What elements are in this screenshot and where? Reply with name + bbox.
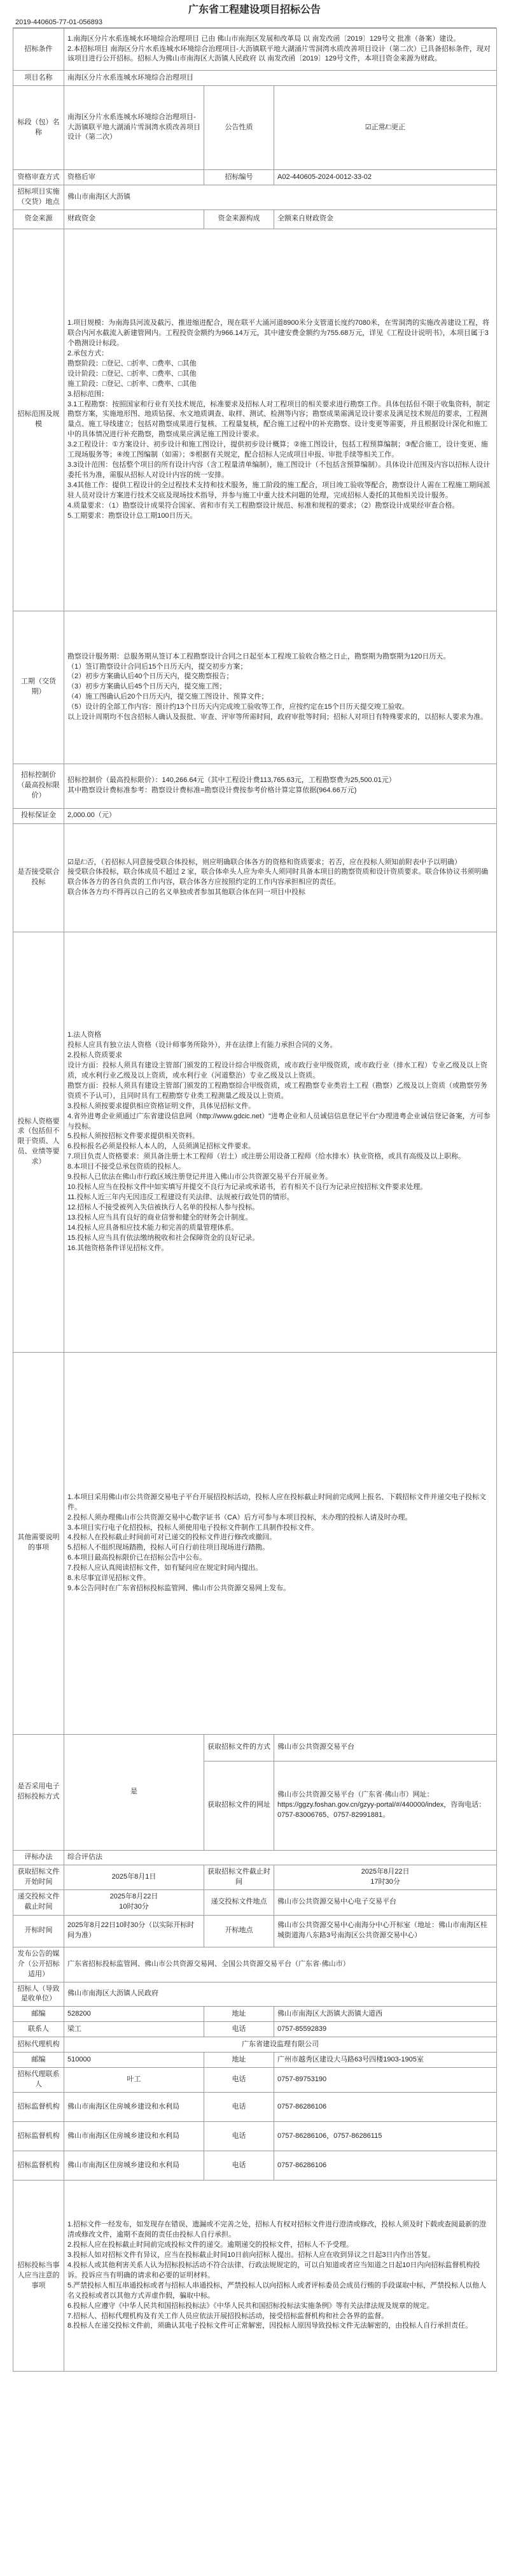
row-supervisor-3 [13,2151,497,2181]
tender-table [13,28,497,2372]
row-deposit [13,808,497,823]
eval-label: 评标办法 [13,1850,64,1865]
control-price-label: 招标控制价（最高投标限价） [13,764,64,808]
project-name-value: 南海区分片水系连城水环境综合治理项目 [64,71,497,86]
acq-method-value: 佛山市公共资源交易平台 [274,1734,497,1761]
row-eproc [13,1734,497,1761]
row-joint [13,823,497,932]
agent-addr-label: 地址 [204,2053,274,2068]
place-label: 招标项目实施（交货）地点 [13,185,64,210]
eproc-value: 是 [64,1734,204,1850]
agent-value: 广东省建设监理有限公司 [64,2037,497,2053]
page-title: 广东省工程建设项目招标公告 [188,4,321,15]
period-label: 工期（交货期） [13,611,64,764]
joint-value: ☑是/□否，（若招标人同意接受联合体投标，则应明确联合体各方的资格和资质要求；若否，应在投标人须知前附表中予以明确） 接受联合体投标，联合体成员不超过 2 家，联合体牵头人应为牵头人须同时具备本项目的勘察资质和设计资质要求。联合体协议书须明确联合体各方的各自负责的工作内容，联合体各方应按照约定的工作内容承担相应的责任。 联合体各方均不得再以自己的名义单独或者参加其他联合体在同一项目中投标 [64,823,497,932]
acq-time-value: 2025年8月1日 [64,1865,204,1889]
addr-value: 佛山市南海区大沥镇大沥镇大道西 [274,2007,497,2022]
row-tenderer [13,1982,497,2007]
open-time-value: 2025年8月22日10时30分（以实际开标时间为准） [64,1915,204,1947]
deposit-label: 投标保证金 [13,808,64,823]
place-value: 佛山市南海区大沥镇 [64,185,497,210]
agent-contact-value: 叶工 [64,2068,204,2093]
fund-impl-label: 资金来源构成 [204,210,274,229]
agent-zip-value: 510000 [64,2053,204,2068]
row-control-price [13,764,497,808]
approval-label: 资格审查方式 [13,170,64,185]
media-value: 广东省招标投标监管网、佛山市公共资源交易网、全国公共资源交易平台（广东省·佛山市） [64,1947,497,1982]
row-tenderer-contact [13,2022,497,2037]
phone-value: 0757-85592839 [274,2022,497,2037]
acq-time-label: 获取招标文件开始时间 [13,1865,64,1889]
supervisor-1-label: 招标监督机构 [13,2093,64,2122]
section-name-value: 南海区分片水系连城水环境综合治理项目-大沥镇联平地大湖涌片雪洞湾水质改善项目设计（第二次） [64,86,204,170]
project-code-value: 2019-440605-77-01-056893 [15,18,103,26]
approval-value: 资格后审 [64,170,204,185]
row-place [13,185,497,210]
notes-value: 1.招标文件一经发布，如发现存在错误、遗漏或不完善之处，招标人有权对招标文件进行澄清或修改，投标人须及时下载或查阅最新的澄清或修改文件，逾期不查阅的责任由投标人自行承担。 2.投标人应在投标截止时间前完成投标文件的递交。逾期递交的投标文件，招标人不予受理。 3.投标人如对招标文件有异议，应当在投标截止时间10日前向招标人提出。招标人应在收到异议之日起3日内作出答复。 4.投标人或其他利害关系人认为招标投标活动不符合法律、行政法规规定的，可以自知道或者应当知道之日起10日内向招标监督机构投诉。投诉应当有明确的请求和必要的证明材料。 5.严禁投标人相互串通投标或者与招标人串通投标，严禁投标人以向招标人或者评标委员会成员行贿的手段谋取中标，严禁投标人以他人名义投标或者以其他方式弄虚作假，骗取中标。 6.投标人应遵守《中华人民共和国招标投标法》《中华人民共和国招标投标法实施条例》等有关法律法规及规章的规定。 7.招标人、招标代理机构及有关工作人员应依法开展招投标活动，接受招标监督机构和社会各界的监督。 8.投标人在递交投标文件前，须确认其电子投标文件可正常解密，因投标人原因导致投标文件无法解密的，由投标人自行承担责任。 [64,2181,497,2372]
invite-label: 招标条件 [13,29,64,71]
row-agent-zip [13,2053,497,2068]
open-place-value: 佛山市公共资源交易中心南海分中心开标室（地址：佛山市南海区桂城街道海八东路3号南海区公共资源交易中心） [274,1915,497,1947]
acq-method-label: 获取招标文件的方式 [204,1734,274,1761]
supervisor-2-label: 招标监督机构 [13,2122,64,2151]
site-value: 佛山市公共资源交易平台（广东省·佛山市）网址：https://ggzy.foshan.gov.cn/gzyy-portal/#/440000/index，咨询电话：0757-83006765、0757-82991881。 [274,1761,497,1850]
row-fund [13,210,497,229]
media-label: 发布公告的媒介（公开招标适用） [13,1947,64,1982]
row-period [13,611,497,764]
submit-end-label: 递交投标文件截止时间 [13,1889,64,1915]
eproc-label: 是否采用电子招标投标方式 [13,1734,64,1850]
supervisor-2-phone-label: 电话 [204,2122,274,2151]
control-price-value: 招标控制价（最高投标限价）：140,266.64元（其中工程设计费113,765.63元，工程勘察费为25,500.01元） 其中勘察设计费标准参考：勘察设计费标准=勘察设计费按参考价格计算定算依据(964.66万元) [64,764,497,808]
scope-value: 1.项目规模：为南海县河流及截污、推进缩进配合，现在联平大涌河道8900米分支管道长度约7080米，在雪洞湾的实施改善建设工程，将联合内河水截流入新建管网内。工程投资金额约为966.14万元，其中建安费金额约为755.68万元，详见《工程设计说明书》，本项目属于3个勘测设计标段。 2.承包方式： 勘察阶段：□登记、□折率、□费率、□其他 设计阶段：□登记、□折率、□费率、□其他 施工阶段：□登记、□折率、□费率、□其他 3.招标范围： 3.1工程勘察：按照国家和行业有关技术规范，标准要求及招标人对工程项目的相关要求进行勘察工作。具体包括但不限于收集资料，制定勘察方案，实施地形图、地质钻探、水文地质调查、取样、测试、检测等内容；勘察成果需满足设计要求及满足技术规范的要求，工程测量点、施工导线建立；包括对勘察成果进行复核、工程量复核，配合施工过程中的补充勘察、设计变更等需要，并且根据设计深化和施工中的具体情况进行补充勘察，勘察成果应满足施工图设计要求。 3.2工程设计：①方案设计、初步设计和施工图设计，提供初步设计概算；②施工图设计，包括工程预算编制；③配合施工，设计变更、施工现场服务等；④竣工图编制（如需）；⑤根据有关规定，配合招标人完成项目申报、审批手续等相关工作。 3.3设计范围：包括整个项目的所有设计内容（含工程量清单编制），施工图设计（不包括含预算编制）。具体设计范围及内容以招标人设计委托书为准，需服从招标人对设计内容的统一安排。 3.4其他工作：提供工程设计的全过程技术支持和技术服务，施工阶段的施工配合，项目竣工验收等配合，勘察设计人需在工程施工期间派驻人员对设计方案进行技术交底及现场技术指导，并参与施工中重大技术问题的处理，完成招标人委托的其他相关设计服务。 4.质量要求：（1）勘察设计成果符合国家、省和市有关工程勘察设计规范、标准和规程的要求；（2）勘察设计成果经审查合格。 5.工期要求：勘察设计总工期100日历天。 [64,229,497,611]
acq-end-value: 2025年8月22日 17时30分 [274,1865,497,1889]
agent-zip-label: 邮编 [13,2053,64,2068]
supervisor-3-phone-value: 0757-86286106 [274,2151,497,2181]
zip-label: 邮编 [13,2007,64,2022]
supervisor-1-phone-value: 0757-86286106 [274,2093,497,2122]
row-agent-contact [13,2068,497,2093]
row-bid-code [13,170,497,185]
invite-value: 1.南海区分片水系连城水环境综合治理项目 已由 佛山市南海区发展和改革局 以 南发改函〔2019〕129号文 批准（备案）建设。 2.本招标项目 南海区分片水系连城水环境综合治理项目-大沥镇联平地大湖涌片雪洞湾水质改善项目设计（第二次）已具备招标条件，现对该项目进行公开招标。招标人为佛山市南海区大沥镇人民政府 以 南发改函〔2019〕129号文件，本项目资金来源为财政。 [64,29,497,71]
eval-value: 综合评估法 [64,1850,497,1865]
supervisor-3-phone-label: 电话 [204,2151,274,2181]
row-tenderer-zip [13,2007,497,2022]
addr-label: 地址 [204,2007,274,2022]
open-place-label: 开标地点 [204,1915,274,1947]
row-qualification [13,932,497,1352]
fund-source-value: 财政资金 [64,210,204,229]
row-submit [13,1889,497,1915]
fund-impl-value: 全额来自财政资金 [274,210,497,229]
notes-label: 招标投标当事人应当注意的事项 [13,2181,64,2372]
notice-type-label: 公告性质 [204,86,274,170]
supervisor-2-phone-value: 0757-86286106，0757-86286115 [274,2122,497,2151]
agent-label: 招标代理机构 [13,2037,64,2053]
bid-code-value: A02-440605-2024-0012-33-02 [274,170,497,185]
site-label: 获取招标文件的网址 [204,1761,274,1850]
qualification-label: 投标人资格要求（包括但不限于资质、人员、业绩等要求） [13,932,64,1352]
other-label: 其他需要说明的事项 [13,1352,64,1734]
agent-phone-value: 0757-89753190 [274,2068,497,2093]
zip-value: 528200 [64,2007,204,2022]
supervisor-3-label: 招标监督机构 [13,2151,64,2181]
bid-code-label: 招标编号 [204,170,274,185]
contact-value: 梁工 [64,2022,204,2037]
agent-addr-value: 广州市越秀区建设大马路63号四楼1903-1905室 [274,2053,497,2068]
phone-label: 电话 [204,2022,274,2037]
row-supervisor-2 [13,2122,497,2151]
row-open [13,1915,497,1947]
supervisor-1-value: 佛山市南海区住房城乡建设和水利局 [64,2093,204,2122]
scope-label: 招标范围及规模 [13,229,64,611]
fund-source-label: 资金来源 [13,210,64,229]
row-media [13,1947,497,1982]
row-supervisor-1 [13,2093,497,2122]
deposit-value: 2,000.00（元） [64,808,497,823]
row-other [13,1352,497,1734]
supervisor-3-value: 佛山市南海区住房城乡建设和水利局 [64,2151,204,2181]
notice-type-value: ☑正常/□更正 [274,86,497,170]
tenderer-label: 招标人（导致是收单位） [13,1982,64,2007]
submit-place-value: 佛山市公共资源交易中心电子交易平台 [274,1889,497,1915]
row-notes [13,2181,497,2372]
submit-place-label: 递交投标文件地点 [204,1889,274,1915]
row-section-name [13,86,497,170]
section-name-label: 标段（包）名称 [13,86,64,170]
agent-phone-label: 电话 [204,2068,274,2093]
project-code-row [13,17,496,28]
agent-contact-label: 招标代理联系人 [13,2068,64,2093]
project-name-label: 项目名称 [13,71,64,86]
other-value: 1.本项目采用佛山市公共资源交易电子平台开展招投标活动，投标人应在投标截止时间前完成网上报名、下载招标文件并递交电子投标文件。 2.投标人须办理佛山市公共资源交易中心数字证书（CA）后方可参与本项目投标，未办理的投标人请及时办理。 3.本项目实行电子化招投标，投标人须使用电子投标文件制作工具制作投标文件。 4.投标人在投标截止时间前可对已递交的投标文件进行修改或撤回。 5.招标人不组织现场踏勘，投标人可自行前往项目现场进行踏勘。 6.本项目最高投标限价已在招标公告中公布。 7.投标人应认真阅读招标文件，如有疑问应在规定时间内提出。 8.未尽事宜详见招标文件。 9.本公告同时在广东省招标投标监管网、佛山市公共资源交易网上发布。 [64,1352,497,1734]
joint-label: 是否接受联合投标 [13,823,64,932]
period-value: 勘察设计服务期：总服务期从签订本工程勘察设计合同之日起至本工程竣工验收合格之日止，勘察期为勘察期为120日历天。 （1）签订勘察设计合同后15个日历天内，提交初步方案； （2）初步方案确认后40个日历天内，提交勘察报告； （3）初步方案确认后45个日历天内，提交施工图； （4）施工图确认后20个日历天内，提交施工图设计、预算文件； （5）设计的全部工作内容：预计约13个日历天内完成竣工验收等工作，应按约定在15个日历天提交竣工验收。 以上设计周期均不包含招标人确认及报批、审查、评审等所需时间，政府审批等时间；招标人对项目有特殊要求的，以招标人要求为准。 [64,611,497,764]
row-project-name [13,71,497,86]
supervisor-2-value: 佛山市南海区住房城乡建设和水利局 [64,2122,204,2151]
open-time-label: 开标时间 [13,1915,64,1947]
row-acq-time [13,1865,497,1889]
qualification-value: 1.法人资格 投标人应具有独立法人资格（设计师事务所除外），并在法律上有能力承担合同的义务。 2.投标人资质要求 设计方面：投标人须具有建设主管部门颁发的工程设计综合甲级资质，或市政行业甲级资质，或市政行业（排水工程）专业乙级及以上资质，或水利行业乙级及以上资质，或水利行业（河道整治）专业乙级及以上资质。 勘察方面：投标人须具有建设主管部门颁发的工程勘察综合甲级资质，或工程勘察专业类岩土工程（勘察）乙级及以上资质（或勘察劳务资质不予认可），且同时具有工程勘察专业类工程测量乙级及以上资质。 3.投标人须按要求提供相应资格证明文件，具体见招标文件。 4.省外进粤企业须通过广东省建设信息网（http://www.gdcic.net）"进粤企业和人员诚信信息登记平台"办理进粤企业诚信登记备案，方可参与投标。 5.投标人须按招标文件要求提供相关资料。 6.投标报名必须是投标人本人的，人员须满足招标文件要求。 7.项目负责人资格要求：须具备注册土木工程师（岩土）或注册公用设备工程师（给水排水）执业资格，或具有高级及以上职称。 8.本项目不接受总承包资质的投标人。 9.投标人已依法在佛山市行政区域注册登记并进入佛山市公共资源交易平台开展业务。 10.投标人应当在投标文件中如实填写并提交不良行为记录或承诺书，若有相关不良行为记录应按招标文件要求处理。 11.投标人近三年内无因违反工程建设有关法律、法规被行政处罚的情形。 12.招标人不接受被列入失信被执行人名单的投标人参与投标。 13.投标人应当具有良好的商业信誉和健全的财务会计制度。 14.投标人应具备相应技术能力和完善的质量管理体系。 15.投标人应当具有依法缴纳税收和社会保障资金的良好记录。 16.其他资格条件详见招标文件。 [64,932,497,1352]
row-scope [13,229,497,611]
row-invite [13,29,497,71]
contact-label: 联系人 [13,2022,64,2037]
row-eval [13,1850,497,1865]
tenderer-value: 佛山市南海区大沥镇人民政府 [64,1982,497,2007]
supervisor-1-phone-label: 电话 [204,2093,274,2122]
acq-end-label: 获取招标文件截止时间 [204,1865,274,1889]
row-agent [13,2037,497,2053]
submit-end-value: 2025年8月22日 10时30分 [64,1889,204,1915]
